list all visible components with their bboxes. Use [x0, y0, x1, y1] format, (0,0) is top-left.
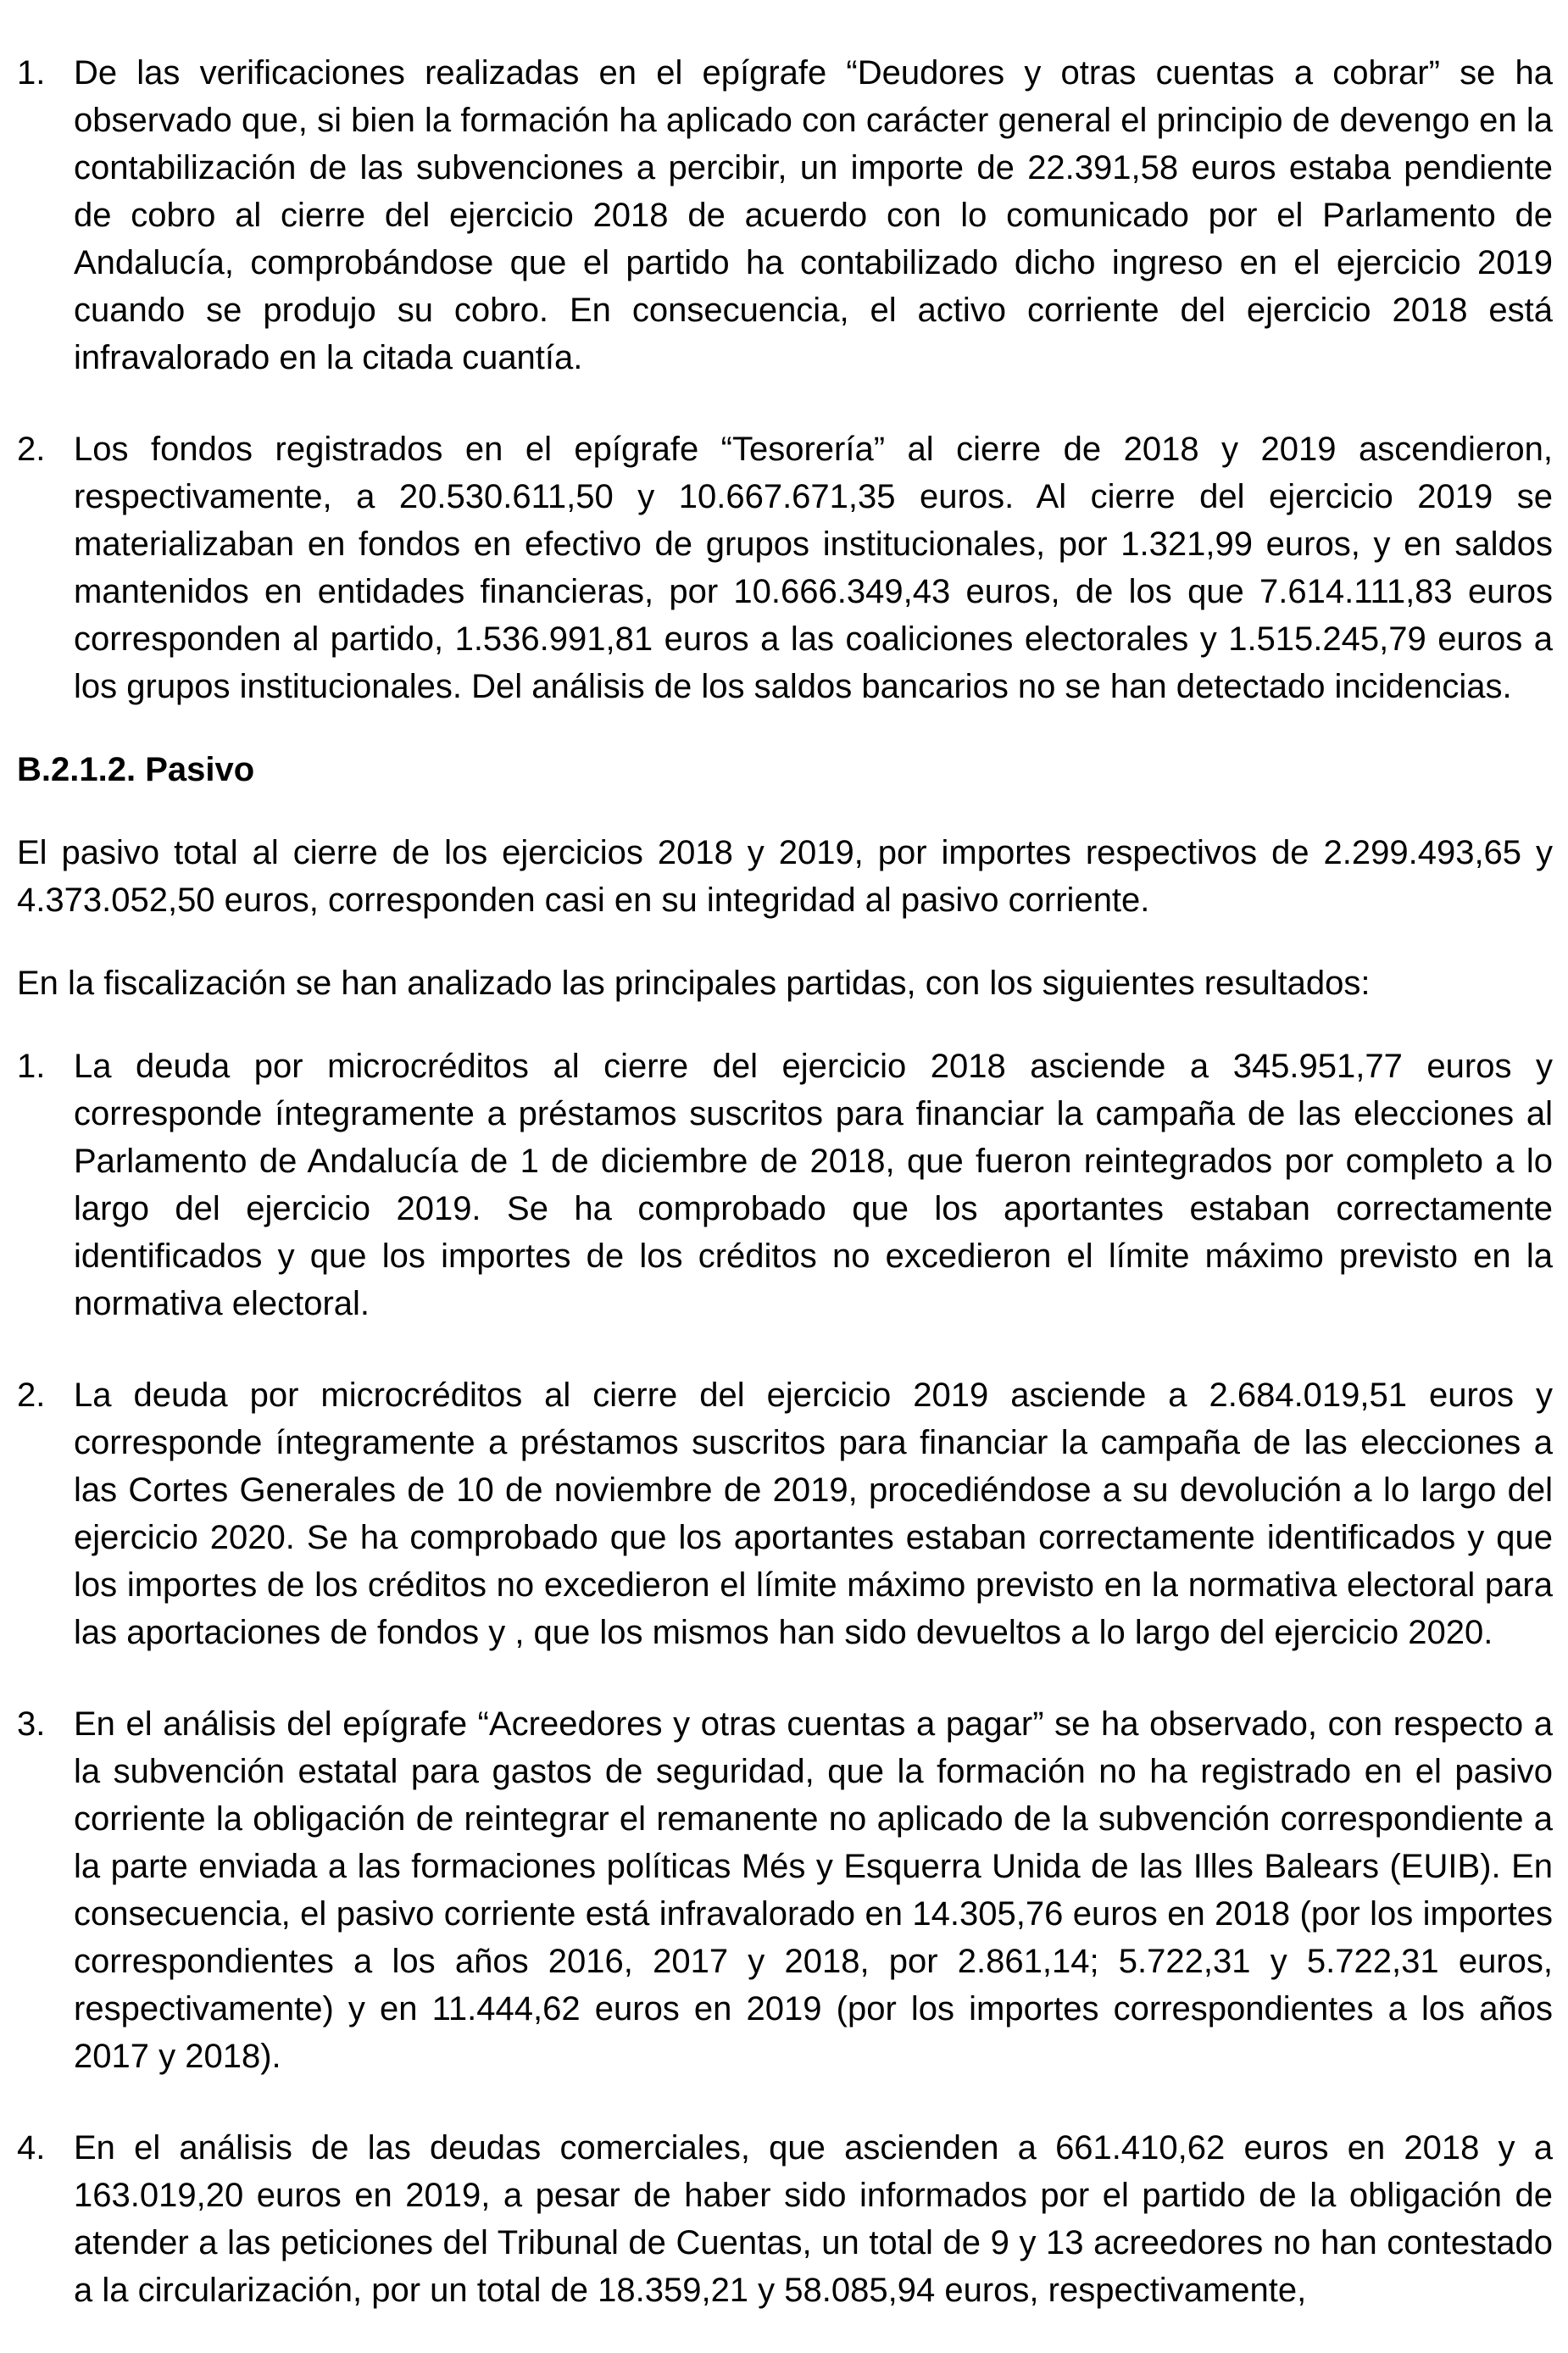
item-number: 4.	[17, 2129, 46, 2167]
pasivo-findings-list	[17, 1043, 1553, 2314]
item-number: 2.	[17, 1377, 46, 1414]
activo-findings-list	[17, 49, 1553, 710]
item-text: En el análisis del epígrafe “Acreedores y otras cuentas a pagar” se ha observado, con respecto a la subvención estatal para gastos de seguridad, que la formación no ha registrado en el pasivo corriente la obligación de reintegrar el remanente no aplicado de la subvención correspondiente a la parte enviada a las formaciones políticas Més y Esquerra Unida de las Illes Balears (EUIB). En consecuencia, el pasivo corriente está infravalorado en 14.305,76 euros en 2018 (por los importes correspondientes a los años 2016, 2017 y 2018, por 2.861,14; 5.722,31 y 5.722,31 euros, respectivamente) y en 11.444,62 euros en 2019 (por los importes correspondientes a los años 2017 y 2018).	[74, 1705, 1553, 2075]
item-text: Los fondos registrados en el epígrafe “Tesorería” al cierre de 2018 y 2019 ascendieron, respectivamente, a 20.530.611,50 y 10.667.671,35 euros. Al cierre del ejercicio 2019 se materializaban en fondos en efectivo de grupos institucionales, por 1.321,99 euros, y en saldos mantenidos en entidades financieras, por 10.666.349,43 euros, de los que 7.614.111,83 euros corresponden al partido, 1.536.991,81 euros a las coaliciones electorales y 1.515.245,79 euros a los grupos institucionales. Del análisis de los saldos bancarios no se han detectado incidencias.	[74, 431, 1553, 705]
list-item	[17, 1043, 1553, 1327]
document-page	[17, 49, 1553, 2314]
list-item	[17, 426, 1553, 710]
item-text: De las verificaciones realizadas en el epígrafe “Deudores y otras cuentas a cobrar” se ha observado que, si bien la formación ha aplicado con carácter general el principio de devengo en la contabilización de las subvenciones a percibir, un importe de 22.391,58 euros estaba pendiente de cobro al cierre del ejercicio 2018 de acuerdo con lo comunicado por el Parlamento de Andalucía, comprobándose que el partido ha contabilizado dicho ingreso en el ejercicio 2019 cuando se produjo su cobro. En consecuencia, el activo corriente del ejercicio 2018 está infravalorado en la citada cuantía.	[74, 54, 1553, 376]
paragraph-fiscalizacion-intro: En la fiscalización se han analizado las principales partidas, con los siguientes resultados:	[17, 965, 1371, 1002]
item-number: 2.	[17, 431, 46, 468]
section-heading: B.2.1.2. Pasivo	[17, 751, 255, 788]
item-number: 1.	[17, 54, 46, 92]
list-item	[17, 1371, 1553, 1656]
item-text: En el análisis de las deudas comerciales, que ascienden a 661.410,62 euros en 2018 y a 163.019,20 euros en 2019, a pesar de haber sido informados por el partido de la obligación de atender a las peticiones del Tribunal de Cuentas, un total de 9 y 13 acreedores no han contestado a la circularización, por un total de 18.359,21 y 58.085,94 euros, respectivamente,	[74, 2129, 1553, 2309]
item-number: 1.	[17, 1048, 46, 1085]
list-item	[17, 49, 1553, 381]
item-text: La deuda por microcréditos al cierre del ejercicio 2018 asciende a 345.951,77 euros y corresponde íntegramente a préstamos suscritos para financiar la campaña de las elecciones al Parlamento de Andalucía de 1 de diciembre de 2018, que fueron reintegrados por completo a lo largo del ejercicio 2019. Se ha comprobado que los aportantes estaban correctamente identificados y que los importes de los créditos no excedieron el límite máximo previsto en la normativa electoral.	[74, 1048, 1553, 1322]
list-item	[17, 1700, 1553, 2080]
paragraph-pasivo-total: El pasivo total al cierre de los ejercicios 2018 y 2019, por importes respectivos de 2.299.493,65 y 4.373.052,50 euros, corresponden casi en su integridad al pasivo corriente.	[17, 834, 1553, 919]
item-number: 3.	[17, 1705, 46, 1743]
item-text: La deuda por microcréditos al cierre del ejercicio 2019 asciende a 2.684.019,51 euros y corresponde íntegramente a préstamos suscritos para financiar la campaña de las elecciones a las Cortes Generales de 10 de noviembre de 2019, procediéndose a su devolución a lo largo del ejercicio 2020. Se ha comprobado que los aportantes estaban correctamente identificados y que los importes de los créditos no excedieron el límite máximo previsto en la normativa electoral para las aportaciones de fondos y , que los mismos han sido devueltos a lo largo del ejercicio 2020.	[74, 1377, 1553, 1651]
list-item	[17, 2124, 1553, 2314]
